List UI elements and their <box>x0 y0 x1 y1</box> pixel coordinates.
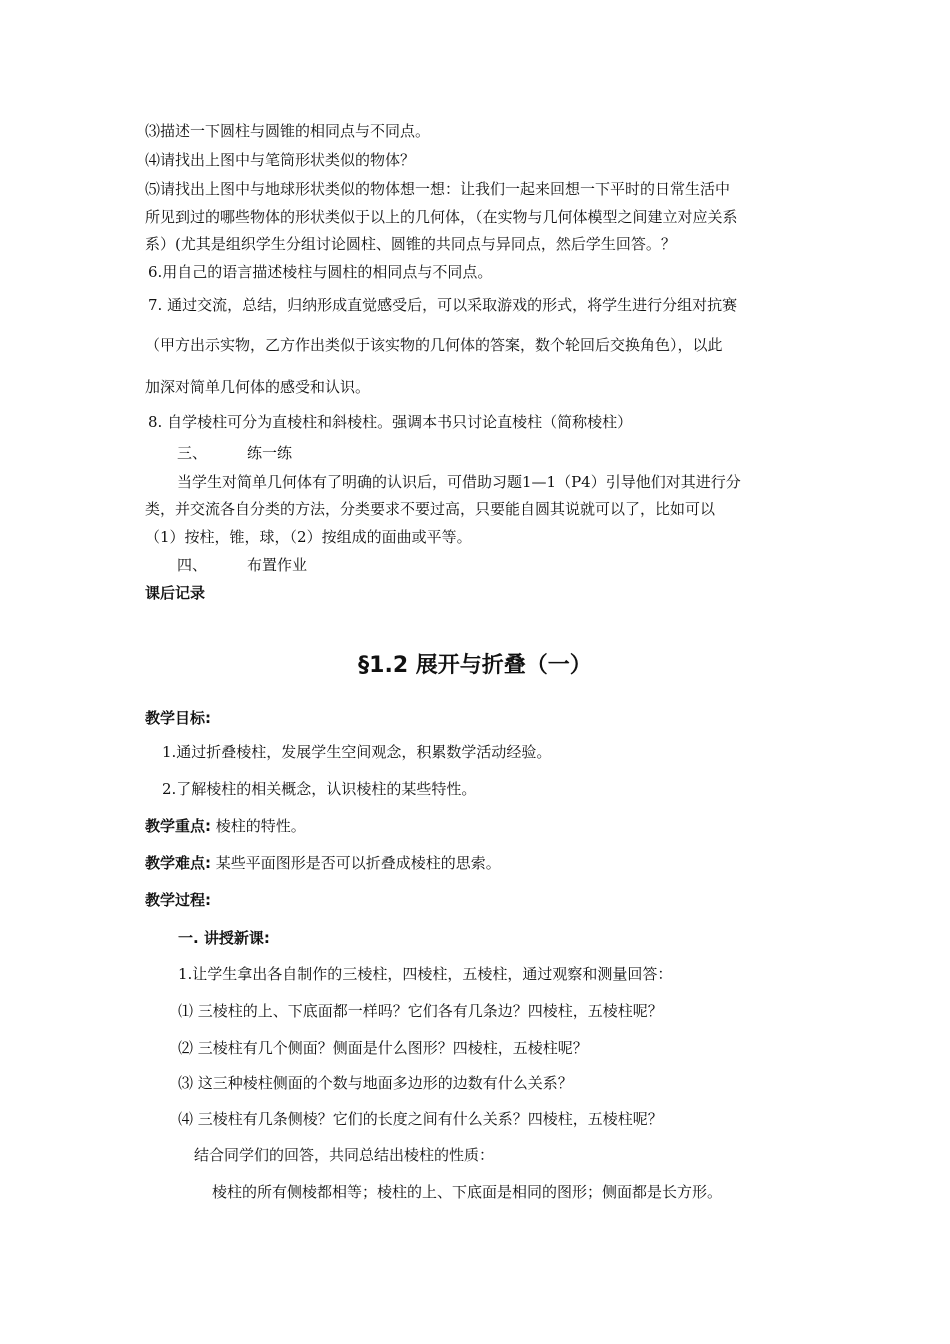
key-point <box>145 816 306 836</box>
section-number: 三、 <box>177 444 208 462</box>
text-line: 所见到过的哪些物体的形状类似于以上的几何体，（在实物与几何体模型之间建立对应关系 <box>145 208 738 226</box>
difficult-point-text: 某些平面图形是否可以折叠成棱柱的思索。 <box>211 854 501 872</box>
difficult-point-label: 教学难点: <box>145 854 211 872</box>
text-line: （1）按柱，锥，球，（2）按组成的面曲或平等。 <box>145 528 472 546</box>
key-point-text: 棱柱的特性。 <box>211 817 306 835</box>
after-class-record-label: 课后记录 <box>145 584 206 602</box>
text-line: 当学生对简单几何体有了明确的认识后，可借助习题1—1（P4）引导他们对其进行分 <box>177 473 741 491</box>
goals-label: 教学目标: <box>145 709 211 727</box>
goal-item: 2.了解棱柱的相关概念，认识棱柱的某些特性。 <box>162 780 477 798</box>
text-line: 棱柱的所有侧棱都相等；棱柱的上、下底面是相同的图形；侧面都是长方形。 <box>212 1183 723 1201</box>
subsection-heading: 一. 讲授新课: <box>178 929 270 947</box>
section-heading-practice <box>177 443 292 463</box>
lesson-title: §1.2 展开与折叠（一） <box>358 653 592 678</box>
goal-item: 1.通过折叠棱柱，发展学生空间观念，积累数学活动经验。 <box>162 743 552 761</box>
difficult-point <box>145 853 501 873</box>
section-heading-homework <box>177 555 307 575</box>
text-line: 1.让学生拿出各自制作的三棱柱，四棱柱，五棱柱，通过观察和测量回答： <box>178 965 673 983</box>
text-line: ⑸请找出上图中与地球形状类似的物体想一想：让我们一起来回想一下平时的日常生活中 <box>145 180 731 198</box>
text-line: 6.用自己的语言描述棱柱与圆柱的相同点与不同点。 <box>148 263 493 281</box>
process-label: 教学过程: <box>145 891 211 909</box>
text-line: 结合同学们的回答，共同总结出棱柱的性质： <box>194 1146 495 1164</box>
question-item: ⑶ 这三种棱柱侧面的个数与地面多边形的边数有什么关系？ <box>178 1074 573 1092</box>
text-line: ⑶描述一下圆柱与圆锥的相同点与不同点。 <box>145 122 431 140</box>
question-item: ⑵ 三棱柱有几个侧面？侧面是什么图形？四棱柱，五棱柱呢？ <box>178 1039 588 1057</box>
question-item: ⑷ 三棱柱有几条侧棱？它们的长度之间有什么关系？四棱柱，五棱柱呢？ <box>178 1110 663 1128</box>
section-number: 四、 <box>177 556 208 574</box>
text-line: 类，并交流各自分类的方法，分类要求不要过高，只要能自圆其说就可以了，比如可以 <box>145 500 716 518</box>
section-title: 练一练 <box>247 444 293 462</box>
section-title: 布置作业 <box>247 556 308 574</box>
question-item: ⑴ 三棱柱的上、下底面都一样吗？它们各有几条边？四棱柱，五棱柱呢？ <box>178 1002 663 1020</box>
text-line: 系）(尤其是组织学生分组讨论圆柱、圆锥的共同点与异同点，然后学生回答。？ <box>145 235 676 253</box>
key-point-label: 教学重点: <box>145 817 211 835</box>
text-line: ⑷请找出上图中与笔筒形状类似的物体？ <box>145 151 416 169</box>
text-line: 8. 自学棱柱可分为直棱柱和斜棱柱。强调本书只讨论直棱柱（简称棱柱） <box>148 413 633 431</box>
text-line: 7. 通过交流，总结，归纳形成直觉感受后，可以采取游戏的形式，将学生进行分组对抗赛 <box>148 296 738 314</box>
text-line: （甲方出示实物，乙方作出类似于该实物的几何体的答案，数个轮回后交换角色），以此 <box>145 336 723 354</box>
text-line: 加深对简单几何体的感受和认识。 <box>145 378 371 396</box>
